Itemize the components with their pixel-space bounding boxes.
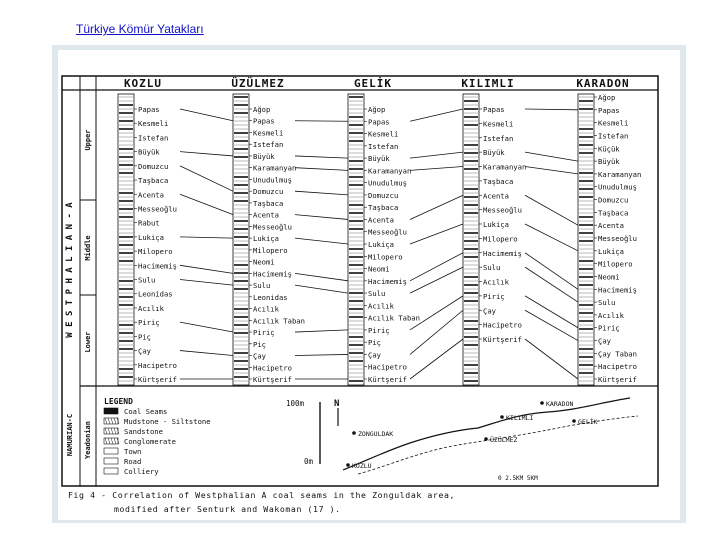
seam-label: Papas xyxy=(483,105,505,114)
correlation-line xyxy=(295,168,348,171)
town-dot xyxy=(346,463,350,467)
correlation-line xyxy=(295,354,348,355)
column-header: KILIMLI xyxy=(461,77,515,90)
correlation-line xyxy=(180,237,233,238)
town-dot xyxy=(500,415,504,419)
stage-westphalian-a: W E S T P H A L I A N - A xyxy=(65,202,75,338)
correlation-line xyxy=(295,121,348,122)
seam-label: Istefan xyxy=(138,133,169,143)
seam-label: Çay xyxy=(483,306,496,316)
correlation-line xyxy=(525,296,578,328)
town-dot xyxy=(352,431,356,435)
seam-label: Unudulmuş xyxy=(598,182,637,192)
seam-label: Unudulmuş xyxy=(253,175,292,185)
seam-label: Messeoğlu xyxy=(368,227,407,237)
seam-label: Lukiça xyxy=(253,234,279,244)
seam-label: Hacimemiş xyxy=(598,285,637,295)
seam-label: Sulu xyxy=(368,289,386,299)
correlation-figure xyxy=(58,50,680,520)
seam-label: Istefan xyxy=(253,140,284,150)
lithologic-column xyxy=(463,94,479,385)
legend-swatch xyxy=(104,448,118,454)
seam-label: Çay xyxy=(253,351,266,361)
seam-label: Acılık xyxy=(598,310,624,320)
town-dot xyxy=(572,419,576,423)
seam-label: Kürtşerif xyxy=(598,375,637,384)
figure-caption-line-2: modified after Senturk and Wakoman (17 ). xyxy=(114,504,341,514)
seam-label: Karamanyan xyxy=(368,166,412,176)
column-header: ÜZÜLMEZ xyxy=(231,77,285,90)
seam-label: Çay xyxy=(138,346,151,356)
legend-item: Conglomerate xyxy=(124,437,176,446)
seam-label: Unudulmuş xyxy=(368,178,407,188)
legend-item: Coal Seams xyxy=(124,407,168,416)
seam-label: Neomi xyxy=(368,264,390,274)
seam-label: Lukiça xyxy=(138,232,164,242)
seam-label: Taşbaca xyxy=(138,176,169,186)
seam-label: Çay xyxy=(368,350,381,360)
seam-label: Hacipetro xyxy=(368,362,407,372)
correlation-line xyxy=(180,265,233,273)
seam-label: Piç xyxy=(138,332,151,342)
seam-label: Messeoğlu xyxy=(483,205,522,215)
seam-label: Taşbaca xyxy=(368,203,399,213)
seam-label: Hacimemiş xyxy=(483,248,522,258)
seam-label: Domuzcu xyxy=(138,161,169,171)
seam-label: Milopero xyxy=(368,252,403,262)
correlation-line xyxy=(410,267,463,293)
stage-yeadonian: Yeadonian xyxy=(84,421,92,459)
seam-label: Ağop xyxy=(253,105,271,114)
seam-label: Piriç xyxy=(483,291,505,301)
seam-label: Papas xyxy=(253,116,275,126)
map-place: ÜZÜLMEZ xyxy=(490,436,518,444)
seam-label: Messeoğlu xyxy=(138,204,177,214)
seam-label: Neomi xyxy=(598,272,620,282)
correlation-line xyxy=(180,351,233,356)
seam-label: Kürtşerif xyxy=(483,335,522,344)
seam-label: Lukiça xyxy=(483,220,509,229)
legend-item: Road xyxy=(124,457,142,466)
stage-upper: Upper xyxy=(84,129,92,151)
map-place: ZONGULDAK xyxy=(358,430,394,438)
seam-label: Küçük xyxy=(598,144,620,154)
correlation-line xyxy=(525,339,578,379)
legend-swatch xyxy=(104,408,118,414)
correlation-line xyxy=(295,156,348,158)
legend-title: LEGEND xyxy=(104,397,133,406)
seam-label: Sulu xyxy=(483,263,501,273)
correlation-line xyxy=(525,253,578,290)
seam-label: Hacimemiş xyxy=(138,261,177,271)
seam-label: Leonidas xyxy=(138,289,173,299)
seam-label: Papas xyxy=(598,105,620,115)
seam-label: Piriç xyxy=(138,318,160,328)
town-dot xyxy=(540,401,544,405)
seam-label: Istefan xyxy=(598,131,629,141)
seam-label: Karamanyan xyxy=(253,163,297,173)
seam-label: Piriç xyxy=(598,323,620,333)
correlation-line xyxy=(410,195,463,219)
seam-label: Sulu xyxy=(138,275,156,285)
correlation-line xyxy=(525,152,578,161)
correlation-line xyxy=(525,167,578,174)
seam-label: Kesmeli xyxy=(483,119,514,129)
seam-label: Domuzcu xyxy=(368,190,399,200)
seam-label: Milopero xyxy=(253,245,288,255)
map-place: KILIMLI xyxy=(506,414,534,422)
seam-label: Sulu xyxy=(253,281,271,291)
seam-label: Büyük xyxy=(368,154,390,164)
seam-label: Acenta xyxy=(253,210,279,220)
seam-label: Hacipetro xyxy=(253,363,292,373)
scale-top-label: 100m xyxy=(286,399,305,408)
seam-label: Hacimemiş xyxy=(253,269,292,279)
correlation-line xyxy=(180,109,233,121)
figure-caption-line-1: Fig 4 - Correlation of Westphalian A coal seams in the Zonguldak area, xyxy=(68,490,456,500)
seam-label: Sulu xyxy=(598,298,616,308)
correlation-line xyxy=(295,215,348,220)
seam-label: Piriç xyxy=(368,325,390,335)
correlation-line xyxy=(295,191,348,195)
seam-label: Hacipetro xyxy=(598,362,637,372)
seam-label: Messeoğlu xyxy=(598,234,637,243)
seam-label: Papas xyxy=(368,117,390,127)
column-header: KARADON xyxy=(576,77,630,90)
scanned-figure xyxy=(58,50,680,520)
seam-label: Milopero xyxy=(483,234,518,244)
correlation-line xyxy=(180,166,233,191)
seam-label: Çay xyxy=(598,336,611,346)
seam-label: Rabut xyxy=(138,218,160,228)
seam-label: Acılık Taban xyxy=(368,313,420,323)
seam-label: Hacimemiş xyxy=(368,276,407,286)
seam-label: Ağop xyxy=(368,105,386,114)
seam-label: Taşbaca xyxy=(598,208,629,218)
map-scale: 0 2.5KM 5KM xyxy=(498,475,538,482)
seam-label: Lukiça xyxy=(598,246,624,256)
seam-label: Acenta xyxy=(598,221,624,231)
seam-label: Acılık xyxy=(138,303,164,313)
north-arrow: N xyxy=(334,399,340,409)
seam-label: Acenta xyxy=(368,215,394,225)
seam-label: Acılık xyxy=(368,301,394,311)
seam-label: Piç xyxy=(368,338,381,348)
seam-label: Acenta xyxy=(483,191,509,201)
seam-label: Ağop xyxy=(598,93,616,102)
seam-label: Istefan xyxy=(483,133,514,143)
seam-label: Hacipetro xyxy=(138,360,177,370)
seam-label: Kesmeli xyxy=(368,129,399,139)
seam-label: Büyük xyxy=(483,148,505,158)
seam-label: Acılık xyxy=(483,277,509,287)
correlation-line xyxy=(410,167,463,171)
correlation-line xyxy=(525,267,578,302)
seam-label: Büyük xyxy=(253,151,275,161)
map-place: KOZLU xyxy=(352,462,372,470)
seam-label: Piriç xyxy=(253,328,275,338)
legend-item: Colliery xyxy=(124,467,159,476)
lithologic-column xyxy=(348,94,364,385)
seam-label: Kesmeli xyxy=(598,118,629,128)
seam-label: Kesmeli xyxy=(253,128,284,138)
column-header: GELİK xyxy=(353,77,393,90)
legend-item: Sandstone xyxy=(124,427,163,436)
slide-title: Türkiye Kömür Yatakları xyxy=(76,22,204,36)
seam-label: Acılık Taban xyxy=(253,316,305,326)
seam-label: Domuzcu xyxy=(598,195,629,205)
correlation-line xyxy=(525,195,578,225)
correlation-line xyxy=(295,285,348,293)
column-header: KOZLU xyxy=(123,77,163,90)
seam-label: Kürtşerif xyxy=(138,375,177,384)
legend-item: Town xyxy=(124,447,142,456)
seam-label: Acılık xyxy=(253,304,279,314)
seam-label: Lukiça xyxy=(368,240,394,249)
seam-label: Domuzcu xyxy=(253,187,284,197)
seam-label: Karamanyan xyxy=(598,169,642,179)
legend-swatch xyxy=(104,468,118,474)
seam-label: Karamanyan xyxy=(483,162,527,172)
seam-label: Büyük xyxy=(138,147,160,157)
map-place: KARADON xyxy=(546,400,574,408)
seam-label: Papas xyxy=(138,105,160,114)
correlation-line xyxy=(410,339,463,379)
correlation-line xyxy=(410,224,463,244)
correlation-line xyxy=(525,224,578,251)
seam-label: Piç xyxy=(253,339,266,349)
scale-bottom-label: 0m xyxy=(304,457,314,466)
seam-label: Messeoğlu xyxy=(253,222,292,232)
correlation-line xyxy=(410,109,463,121)
seam-label: Kürtşerif xyxy=(368,375,407,384)
seam-label: Acenta xyxy=(138,190,164,200)
legend-item: Mudstone - Siltstone xyxy=(124,417,211,426)
correlation-line xyxy=(180,194,233,214)
correlation-line xyxy=(180,152,233,156)
seam-label: Neomi xyxy=(253,257,275,267)
correlation-line xyxy=(410,253,463,281)
stage-namurian-c: NAMURIAN-C xyxy=(66,413,74,457)
seam-label: Büyük xyxy=(598,157,620,167)
map-place: GELİK xyxy=(578,418,598,426)
seam-label: Milopero xyxy=(598,259,633,269)
town-dot xyxy=(484,437,488,441)
lithologic-column xyxy=(233,94,249,385)
seam-label: Milopero xyxy=(138,247,173,257)
seam-label: Istefan xyxy=(368,141,399,151)
legend-swatch xyxy=(104,458,118,464)
seam-label: Taşbaca xyxy=(483,176,514,186)
correlation-line xyxy=(525,109,578,110)
correlation-line xyxy=(295,238,348,244)
stage-lower: Lower xyxy=(84,331,92,353)
correlation-line xyxy=(180,322,233,332)
correlation-line xyxy=(295,330,348,332)
correlation-line xyxy=(410,152,463,158)
correlation-line xyxy=(180,280,233,286)
correlation-line xyxy=(295,273,348,280)
seam-label: Kesmeli xyxy=(138,119,169,129)
seam-label: Çay Taban xyxy=(598,349,637,359)
seam-label: Leonidas xyxy=(253,292,288,302)
seam-label: Hacipetro xyxy=(483,320,522,330)
seam-label: Kürtşerif xyxy=(253,375,292,384)
stage-middle: Middle xyxy=(84,235,92,261)
seam-label: Taşbaca xyxy=(253,198,284,208)
correlation-line xyxy=(525,310,578,340)
